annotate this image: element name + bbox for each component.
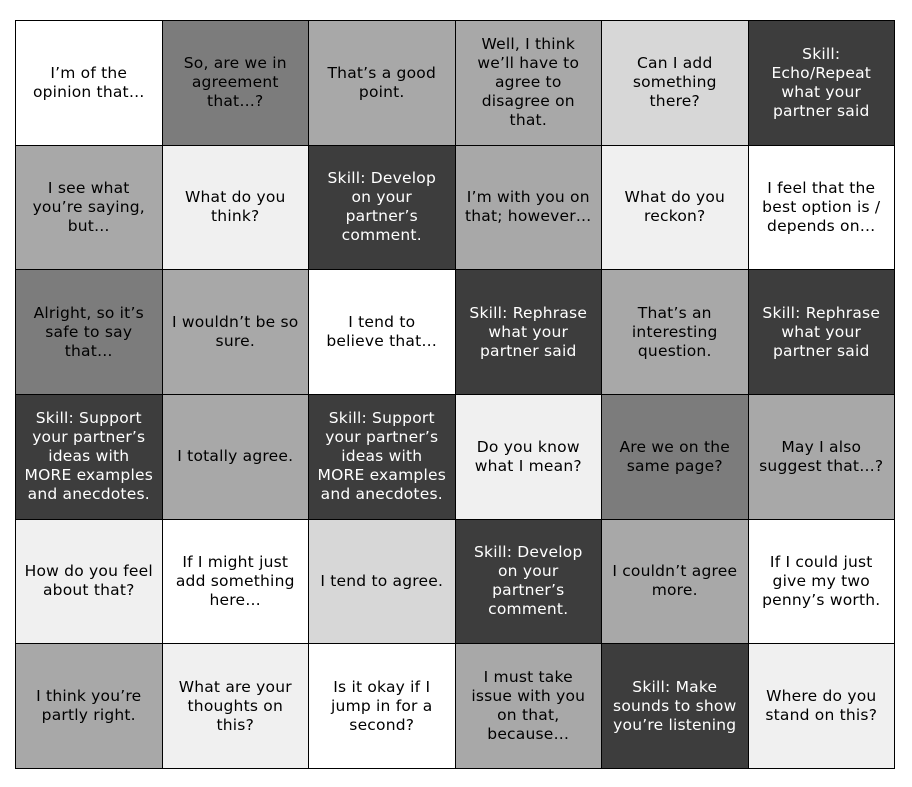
cell-text: I see what you’re saying, but… [32, 178, 145, 235]
grid-cell [749, 644, 896, 769]
grid-cell [309, 270, 456, 395]
grid-cell [163, 520, 310, 645]
cell-text: I totally agree. [177, 447, 294, 466]
grid-cell [456, 21, 603, 146]
cell-text: What do you think? [184, 188, 286, 226]
cell-text: That’s a good point. [327, 63, 436, 101]
grid-cell [456, 395, 603, 520]
grid-cell [456, 644, 603, 769]
grid-cell [309, 395, 456, 520]
cell-text: Skill: Make sounds to show you’re listening [613, 677, 737, 734]
grid-cell [749, 21, 896, 146]
cell-text: Are we on the same page? [619, 437, 730, 475]
grid-cell [602, 270, 749, 395]
grid-cell [163, 270, 310, 395]
cell-text: How do you feel about that? [24, 562, 153, 600]
grid-cell [749, 270, 896, 395]
phrase-grid [15, 20, 895, 769]
grid-cell [163, 395, 310, 520]
grid-cell [309, 21, 456, 146]
grid-cell [16, 395, 163, 520]
grid-cell [163, 644, 310, 769]
grid-cell[interactable] [602, 146, 749, 271]
cell-text: Is it okay if I jump in for a second? [331, 677, 433, 734]
cell-text: Skill: Develop on your partner’s comment. [474, 543, 583, 619]
grid-cell [749, 520, 896, 645]
cell-text: I wouldn’t be so sure. [172, 313, 299, 351]
grid-cell [602, 395, 749, 520]
cell-text: I feel that the best option is / depends on… [762, 178, 881, 235]
cell-text: That’s an interesting question. [631, 303, 718, 360]
grid-cell [602, 520, 749, 645]
grid-cell [456, 270, 603, 395]
cell-text: Can I add something there? [632, 54, 717, 111]
grid-cell [602, 644, 749, 769]
cell-text: Skill: Develop on your partner’s comment. [327, 169, 436, 245]
grid-cell [456, 146, 603, 271]
cell-text: If I might just add something here… [175, 552, 295, 609]
cell-text: Well, I think we’ll have to agree to disagree on that. [477, 35, 580, 130]
cell-text: I must take issue with you on that, because… [471, 668, 586, 744]
grid-cell [602, 21, 749, 146]
cell-text: Skill: Support your partner’s ideas with MORE examples and anecdotes. [317, 409, 446, 504]
cell-text: Skill: Rephrase what your partner said [469, 303, 588, 360]
grid-cell [749, 395, 896, 520]
grid-cell [309, 520, 456, 645]
grid-cell [749, 146, 896, 271]
grid-cell [309, 644, 456, 769]
cell-text: I think you’re partly right. [36, 687, 142, 725]
grid-cell [16, 644, 163, 769]
cell-text: Skill: Rephrase what your partner said [762, 303, 881, 360]
grid-cell [16, 21, 163, 146]
cell-text: Do you know what I mean? [474, 437, 582, 475]
grid-cell [456, 520, 603, 645]
cell-text: I’m of the opinion that… [32, 63, 145, 101]
grid-cell [16, 520, 163, 645]
grid-cell [163, 21, 310, 146]
cell-text: Where do you stand on this? [765, 687, 878, 725]
cell-text: I couldn’t agree more. [612, 562, 738, 600]
cell-text: So, are we in agreement that…? [183, 54, 287, 111]
cell-text: If I could just give my two penny’s worth. [762, 552, 881, 609]
grid-cell [16, 146, 163, 271]
cell-text: Alright, so it’s safe to say that… [33, 303, 144, 360]
grid-cell [163, 146, 310, 271]
cell-text-editable[interactable]: What do you reckon? [624, 188, 726, 226]
cell-text: May I also suggest that…? [759, 437, 884, 475]
cell-text: Skill: Echo/Repeat what your partner said [771, 44, 872, 120]
cell-text: Skill: Support your partner’s ideas with MORE examples and anecdotes. [24, 409, 153, 504]
cell-text: I tend to agree. [320, 571, 444, 590]
grid-cell [309, 146, 456, 271]
cell-text: I tend to believe that… [326, 313, 438, 351]
grid-cell [16, 270, 163, 395]
cell-text: I’m with you on that; however… [464, 188, 592, 226]
cell-text: What are your thoughts on this? [178, 677, 292, 734]
